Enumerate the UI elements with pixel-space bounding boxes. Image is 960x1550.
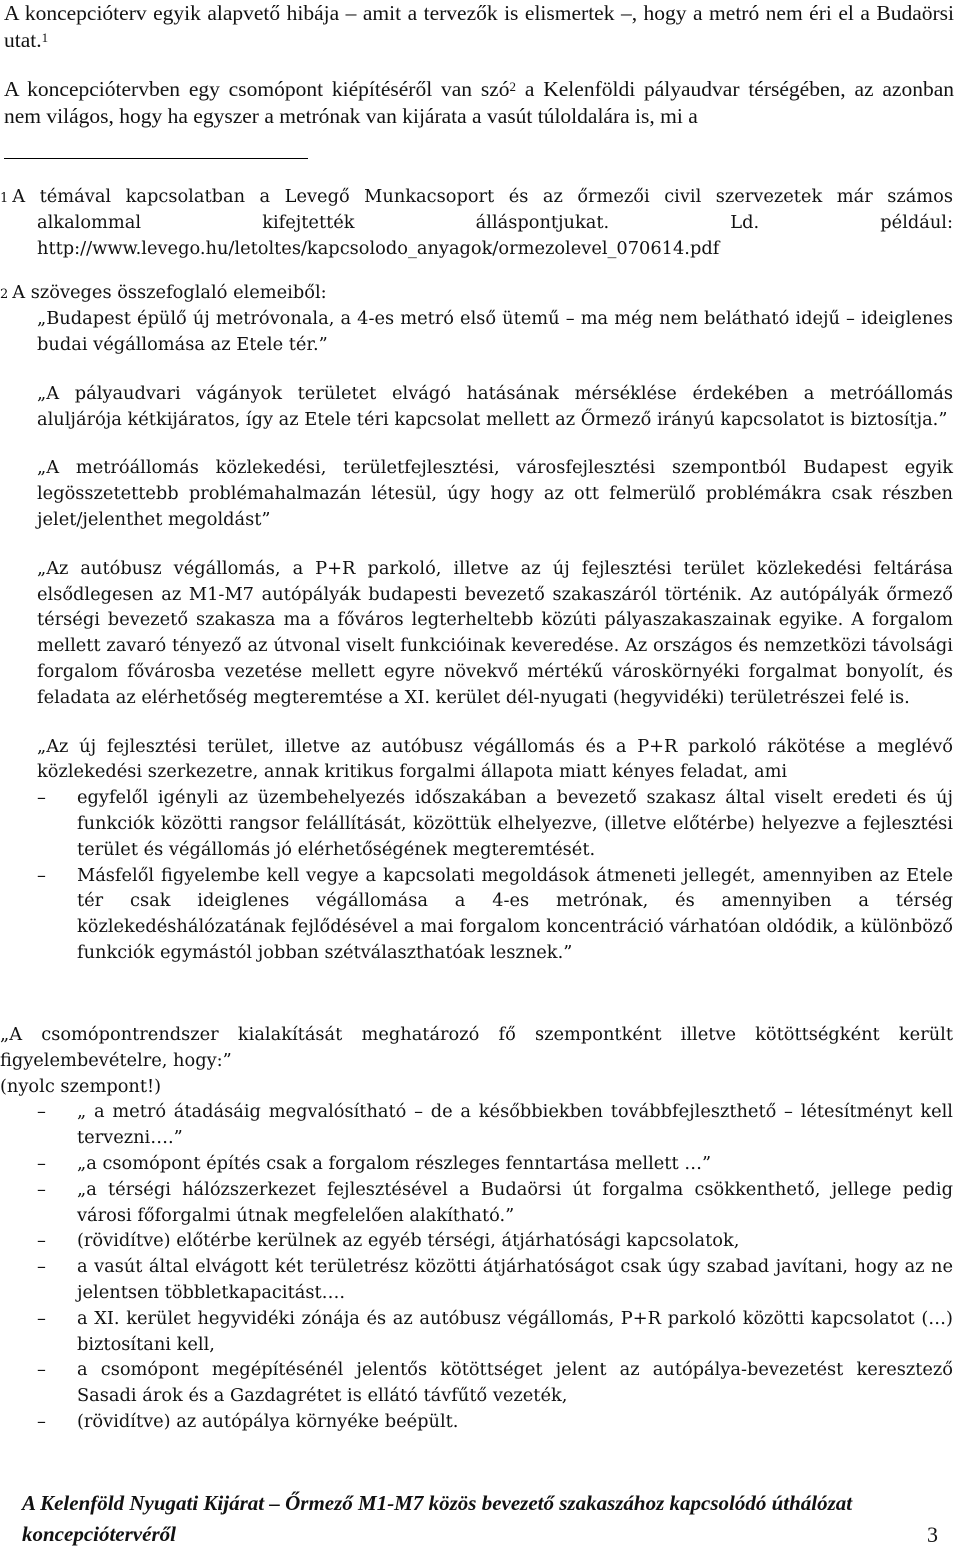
quote-6 [0,1022,953,1435]
list-item: – a csomópont megépítésénél jelentős kötöttséget jelent az autópálya-bevezetést keresztező Sasadi árok és a Gazdagrétet is ellátó távfűtő vezeték, [37,1357,953,1409]
quote-1: „Budapest épülő új metróvonala, a 4-es metró első ütemű – ma még nem belátható idejű – ideiglenes budai végállomása az Etele tér.” [37,308,953,355]
footnote-1-number: 1 [0,191,9,206]
footnote-2-number: 2 [0,287,9,303]
quote-6-note: (nyolc szempont!) [0,1075,162,1097]
list-item: – a XI. kerület hegyvidéki zónája és az autóbusz végállomás, P+R parkoló közötti kapcsolatot (…) biztosítani kell, [37,1306,953,1358]
paragraph-2-text-b: a Kelenföldi pályaudvar térségében, az azonban nem világos, hogy ha egyszer a metrónak van kijárata a vasút túloldalára is, mi a [4,77,954,128]
footnote-1 [0,184,953,261]
footer-title: A Kelenföld Nyugati Kijárat – Őrmező M1-M7 közös bevezető szakaszához kapcsolódó úthálózat koncepciótervéről [22,1491,853,1546]
list-item: – a vasút által elvágott két területrész közötti átjárhatóságot csak úgy szabad javítani, hogy az ne jelentsen többletkapacitást…. [37,1254,953,1306]
paragraph-2 [4,76,954,130]
list-item: – egyfelől igényli az üzembehelyezés időszakában a bevezető szakasz által viselt eredeti és új funkciók közötti rangsor felállítását, közöttük elhelyezve, (illetve előtérbe) helyezve a fejlesztési terület és végállomás jó elérhetőségének megteremtését. [37,785,953,862]
quote-6-text: „A csomópontrendszer kialakítását meghatározó fő szempontként illetve kötöttségként került figyelembevételre, hogy:” [0,1024,953,1071]
quote-4: „Az autóbusz végállomás, a P+R parkoló, illetve az új fejlesztési terület közlekedési feltárása elsődlegesen az M1-M7 autópályák budapesti bevezető szakaszáról történik. Az autópályák őrmező térségi bevezető szakasza ma a főváros legterheltebb közúti pályaszakaszainak egyike. A forgalom mellett zavaró tényező az útvonal viselt funkcióinak keveredése. Az országos és nemzetközi távolsági forgalom fővárosba vezetése mellett egyre növekvő mértékű városkörnyéki forgalmat bonyolít, és feladata az elérhetőség megteremtése a XI. kerület dél-nyugati (hegyvidéki) területrészei felé is. [37,557,953,708]
quote-2: „A pályaudvari vágányok területet elvágó hatásának mérséklése érdekében a metróállomás aluljárója kétkijáratos, így az Etele téri kapcsolat mellett az Őrmező irányú kapcsolatot is biztosítja.” [37,382,953,430]
paragraph-2-text-a: A koncepciótervben egy csomópont kiépítéséről van szó [4,77,510,101]
footnote-ref-2: 2 [509,79,517,94]
list-item: – „a csomópont építés csak a forgalom részleges fenntartása mellett …” [37,1151,953,1177]
quote-3: „A metróállomás közlekedési, területfejlesztési, városfejlesztési szempontból Budapest egyik legösszetettebb problémahalmazán létesül, úgy hogy az ott felmerülő problémákra csak részben jelet/jelenthet megoldást” [37,457,953,530]
list-item: – „a térségi hálózszerkezet fejlesztésével a Budaörsi út forgalma csökkenthető, jellege pedig városi főforgalmi útnak megfelelően alakítható.” [37,1177,953,1229]
quote-6-list [0,1099,953,1434]
quote-5-text: „Az új fejlesztési terület, illetve az autóbusz végállomás és a P+R parkoló rákötése a meglévő közlekedési szerkezetre, annak kritikus forgalmi állapota miatt kényes feladat, ami [37,735,953,783]
page-number: 3 [927,1522,938,1547]
footnote-2-intro [0,280,953,306]
list-item: – (rövidítve) előtérbe kerülnek az egyéb térségi, átjárhatósági kapcsolatok, [37,1228,953,1254]
paragraph-1-text: A koncepcióterv egyik alapvető hibája – amit a tervezők is elismertek –, hogy a metró nem éri el a Budaörsi utat. [4,1,954,52]
list-item: – „ a metró átadásáig megvalósítható – de a későbbiekben továbbfejleszthető – létesítményt kell tervezni….” [37,1099,953,1151]
quote-5-list [37,785,953,966]
footnote-ref-1: 1 [41,30,49,45]
body-text [4,0,954,130]
paragraph-1 [4,0,954,54]
list-item: – Másfelől figyelembe kell vegye a kapcsolati megoldások átmeneti jellegét, amennyiben az Etele tér csak ideiglenes végállomása a 4-es metrónak, és amennyiben a térség közlekedéshálózatának fejlődésével a mai forgalom koncentráció várhatóan oldódik, a különböző funkciók egymástól jobban szétválaszthatóak lesznek.” [37,863,953,966]
quote-5 [37,734,953,966]
list-item: – (rövidítve) az autópálya környéke beépült. [37,1409,953,1435]
footnote-2 [0,280,953,357]
page-footer [22,1488,942,1550]
footnote-separator [4,158,308,159]
footnotes [0,184,953,966]
footnote-1-text: A témával kapcsolatban a Levegő Munkacsoport és az őrmezői civil szervezetek már számos alkalommal kifejtették álláspontjukat. Ld. például: http://www.levego.hu/letoltes/kapcsolodo_anyagok/ormezolevel_070614.pdf [12,186,953,259]
footnote-2-intro-text: A szöveges összefoglaló elemeiből: [12,282,327,304]
